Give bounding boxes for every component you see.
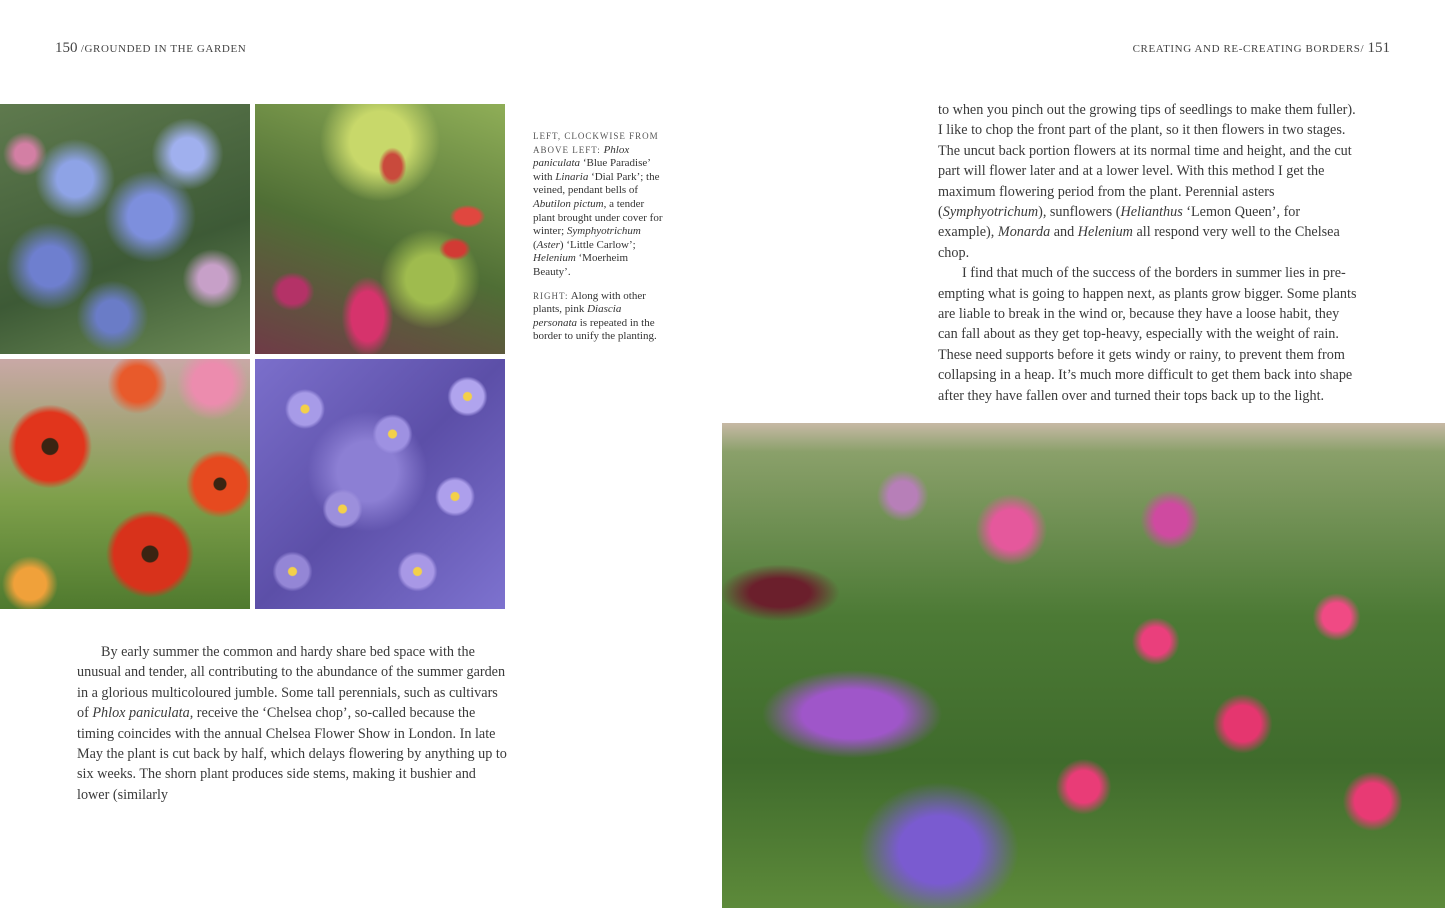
- photo-caption: [533, 130, 663, 354]
- text-run: ) ‘Little Carlow’;: [559, 238, 636, 251]
- italic-run: Abutilon pictum: [533, 197, 604, 210]
- text-run: Along with other plants, pink: [533, 289, 646, 316]
- caption-left-body: [533, 144, 663, 278]
- text-run: and: [1050, 224, 1078, 241]
- left-page-number: 150: [55, 40, 78, 56]
- photo-aster: [255, 359, 505, 609]
- italic-run: Diascia personata: [533, 303, 622, 329]
- text-run: all respond very well to the Chelsea chop.: [938, 224, 1340, 261]
- right-running-head: [1133, 40, 1390, 57]
- italic-run: Helenium: [533, 252, 576, 265]
- italic-run: Aster: [536, 238, 560, 251]
- text-run: , receive the ‘Chelsea chop’, so-called because the timing coincides with the annual Chelsea Flower Show in London. In late May the plant is cut back by half, which delays flowering by anything up to six weeks. The shorn plant produces side stems, making it bushier and lower (similarly: [77, 705, 507, 803]
- right-running-title: CREATING AND RE-CREATING BORDERS/: [1132, 43, 1365, 55]
- text-run: ‘Lemon Queen’, for example),: [938, 204, 1301, 241]
- caption-left: [533, 130, 663, 280]
- photo-helenium: [0, 359, 250, 609]
- caption-left-lead: LEFT, CLOCKWISE FROM ABOVE LEFT:: [533, 131, 659, 155]
- italic-run: Symphyotrichum: [566, 225, 641, 238]
- left-body-text: [77, 642, 507, 805]
- text-run: ), sunflowers (: [1038, 204, 1121, 221]
- photo-phlox: [0, 104, 250, 354]
- right-body-text: [938, 100, 1358, 406]
- italic-run: Phlox paniculata: [92, 705, 190, 722]
- left-running-title: /GROUNDED IN THE GARDEN: [80, 43, 247, 55]
- italic-run: Linaria: [555, 170, 589, 183]
- caption-right: [533, 290, 663, 344]
- text-run: , a tender plant brought under cover for winter;: [533, 197, 663, 238]
- right-paragraph-1: [938, 100, 1358, 263]
- text-run: (: [533, 238, 537, 251]
- italic-run: Monarda: [997, 224, 1051, 241]
- photo-abutilon: [255, 104, 505, 354]
- left-running-head: [55, 40, 246, 57]
- photo-diascia-border: [722, 423, 1445, 908]
- text-run: ‘Dial Park’; the veined, pendant bells of: [533, 170, 660, 197]
- italic-run: Phlox paniculata: [533, 143, 630, 170]
- right-page-number: 151: [1367, 40, 1390, 56]
- italic-run: Helianthus: [1120, 204, 1183, 221]
- italic-run: Helenium: [1077, 224, 1133, 241]
- right-paragraph-2: [938, 263, 1358, 406]
- italic-run: Symphyotrichum: [942, 204, 1039, 221]
- caption-right-lead: RIGHT:: [533, 290, 569, 301]
- text-run: is repeated in the border to unify the planting.: [533, 316, 657, 343]
- text-run: ‘Blue Paradise’ with: [533, 157, 651, 183]
- left-paragraph: [77, 642, 507, 805]
- text-run: I find that much of the success of the borders in summer lies in pre-empting what is going to happen next, as plants grow bigger. Some plants are liable to break in the wind or, because they have a loose habit, they can fall about as they get top-heavy, especially with the weight of rain. These need supports before it gets windy or rainy, to prevent them from collapsing in a heap. It’s much more difficult to get them back into shape after they have fallen over and turned their tops back up to the light.: [938, 265, 1357, 404]
- text-run: ‘Moerheim Beauty’.: [533, 252, 628, 278]
- text-run: to when you pinch out the growing tips of seedlings to make them fuller). I like to chop the front part of the plant, so it then flowers in two stages. The uncut back portion flowers at its normal time and height, and the cut part will flower later and at a lower level. With this method I get the maximum flowering period from the plant. Perennial asters (: [938, 102, 1356, 221]
- text-run: By early summer the common and hardy share bed space with the unusual and tender, all contributing to the abundance of the summer garden in a glorious multicoloured jumble. Some tall perennials, such as cultivars of: [77, 644, 506, 722]
